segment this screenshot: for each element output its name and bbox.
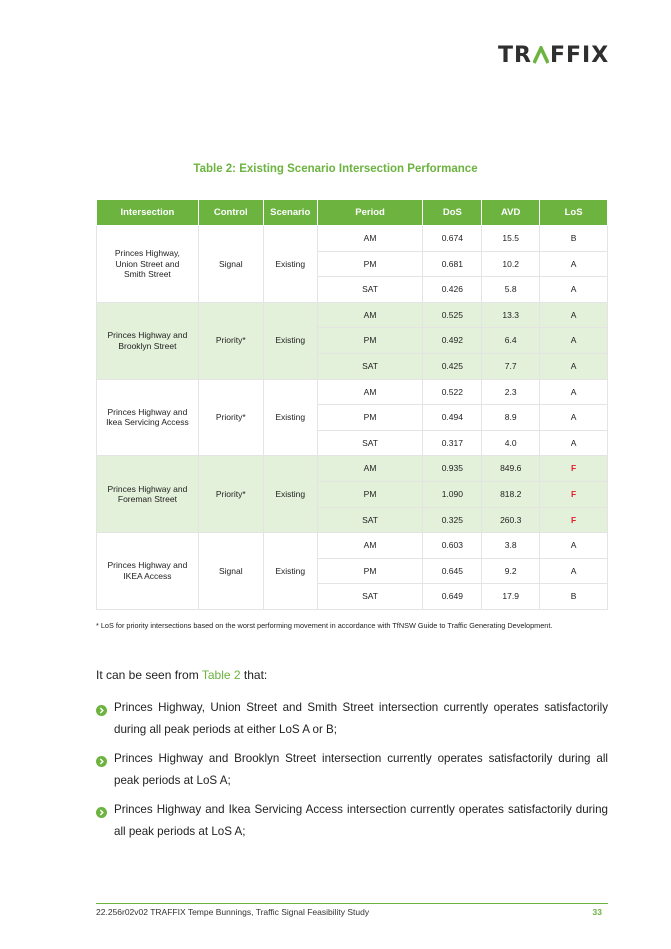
chevron-right-bullet-icon xyxy=(96,804,107,815)
los-cell: F xyxy=(540,456,608,482)
dos-cell: 0.674 xyxy=(423,226,482,252)
dos-cell: 0.425 xyxy=(423,353,482,379)
avd-cell: 6.4 xyxy=(482,328,540,354)
avd-cell: 9.2 xyxy=(482,558,540,584)
avd-cell: 7.7 xyxy=(482,353,540,379)
period-cell: AM xyxy=(317,302,423,328)
traffix-logo: TR FFIX xyxy=(498,42,610,68)
scenario-cell: Existing xyxy=(263,379,317,456)
avd-cell: 4.0 xyxy=(482,430,540,456)
intersection-cell: Princes Highway and IKEA Access xyxy=(97,533,199,610)
dos-cell: 0.649 xyxy=(423,584,482,610)
avd-cell: 260.3 xyxy=(482,507,540,533)
intersection-cell: Princes Highway and Brooklyn Street xyxy=(97,302,199,379)
los-cell: A xyxy=(540,405,608,431)
dos-cell: 0.681 xyxy=(423,251,482,277)
intersection-cell: Princes Highway, Union Street and Smith Street xyxy=(97,226,199,303)
list-item-text: Princes Highway and Brooklyn Street intersection currently operates satisfactorily during all peak periods at LoS A; xyxy=(114,752,608,787)
chevron-right-bullet-icon xyxy=(96,702,107,713)
avd-cell: 15.5 xyxy=(482,226,540,252)
intersection-performance-table xyxy=(96,199,608,610)
footer-divider xyxy=(96,903,608,904)
period-cell: AM xyxy=(317,379,423,405)
los-cell: A xyxy=(540,302,608,328)
table-row xyxy=(97,302,608,328)
avd-cell: 13.3 xyxy=(482,302,540,328)
column-header-intersection: Intersection xyxy=(97,200,199,226)
los-cell: A xyxy=(540,251,608,277)
period-cell: SAT xyxy=(317,507,423,533)
table-row xyxy=(97,533,608,559)
avd-cell: 849.6 xyxy=(482,456,540,482)
los-cell: A xyxy=(540,533,608,559)
period-cell: SAT xyxy=(317,584,423,610)
period-cell: PM xyxy=(317,481,423,507)
table-footnote: * LoS for priority intersections based on the worst performing movement in accordance with TfNSW Guide to Traffic Generating Development. xyxy=(96,621,553,630)
los-cell: A xyxy=(540,277,608,303)
dos-cell: 0.522 xyxy=(423,379,482,405)
dos-cell: 1.090 xyxy=(423,481,482,507)
intersection-cell: Princes Highway and Foreman Street xyxy=(97,456,199,533)
period-cell: SAT xyxy=(317,430,423,456)
dos-cell: 0.317 xyxy=(423,430,482,456)
period-cell: PM xyxy=(317,251,423,277)
los-cell: A xyxy=(540,430,608,456)
lead-sentence: It can be seen from Table 2 that: xyxy=(96,668,268,682)
table-body xyxy=(97,226,608,610)
los-cell: A xyxy=(540,558,608,584)
scenario-cell: Existing xyxy=(263,456,317,533)
control-cell: Signal xyxy=(198,533,263,610)
column-header-avd: AVD xyxy=(482,200,540,226)
column-header-los: LoS xyxy=(540,200,608,226)
logo-chevron-icon xyxy=(533,46,549,64)
period-cell: PM xyxy=(317,558,423,584)
avd-cell: 3.8 xyxy=(482,533,540,559)
period-cell: AM xyxy=(317,456,423,482)
list-item xyxy=(96,748,608,792)
avd-cell: 818.2 xyxy=(482,481,540,507)
table-row xyxy=(97,226,608,252)
control-cell: Priority* xyxy=(198,379,263,456)
los-cell: A xyxy=(540,353,608,379)
column-header-control: Control xyxy=(198,200,263,226)
page-number: 33 xyxy=(592,907,602,917)
los-cell: F xyxy=(540,481,608,507)
period-cell: AM xyxy=(317,533,423,559)
avd-cell: 8.9 xyxy=(482,405,540,431)
dos-cell: 0.494 xyxy=(423,405,482,431)
period-cell: SAT xyxy=(317,353,423,379)
table-row xyxy=(97,379,608,405)
control-cell: Priority* xyxy=(198,456,263,533)
column-header-period: Period xyxy=(317,200,423,226)
scenario-cell: Existing xyxy=(263,226,317,303)
findings-list xyxy=(96,697,608,850)
los-cell: F xyxy=(540,507,608,533)
column-header-dos: DoS xyxy=(423,200,482,226)
dos-cell: 0.525 xyxy=(423,302,482,328)
control-cell: Priority* xyxy=(198,302,263,379)
dos-cell: 0.492 xyxy=(423,328,482,354)
avd-cell: 5.8 xyxy=(482,277,540,303)
column-header-scenario: Scenario xyxy=(263,200,317,226)
period-cell: SAT xyxy=(317,277,423,303)
period-cell: AM xyxy=(317,226,423,252)
dos-cell: 0.645 xyxy=(423,558,482,584)
avd-cell: 2.3 xyxy=(482,379,540,405)
list-item-text: Princes Highway, Union Street and Smith Street intersection currently operates satisfactorily during all peak periods at either LoS A or B; xyxy=(114,701,608,736)
scenario-cell: Existing xyxy=(263,302,317,379)
period-cell: PM xyxy=(317,328,423,354)
dos-cell: 0.426 xyxy=(423,277,482,303)
scenario-cell: Existing xyxy=(263,533,317,610)
los-cell: B xyxy=(540,226,608,252)
table-row xyxy=(97,456,608,482)
footer-document-reference: 22.256r02v02 TRAFFIX Tempe Bunnings, Traffic Signal Feasibility Study xyxy=(96,907,370,917)
los-cell: B xyxy=(540,584,608,610)
dos-cell: 0.603 xyxy=(423,533,482,559)
dos-cell: 0.325 xyxy=(423,507,482,533)
list-item-text: Princes Highway and Ikea Servicing Access intersection currently operates satisfactorily during all peak periods at LoS A; xyxy=(114,803,608,838)
list-item xyxy=(96,799,608,843)
dos-cell: 0.935 xyxy=(423,456,482,482)
avd-cell: 10.2 xyxy=(482,251,540,277)
intersection-cell: Princes Highway and Ikea Servicing Access xyxy=(97,379,199,456)
table-header-row xyxy=(97,200,608,226)
control-cell: Signal xyxy=(198,226,263,303)
table-reference-link[interactable]: Table 2 xyxy=(201,668,241,682)
chevron-right-bullet-icon xyxy=(96,753,107,764)
period-cell: PM xyxy=(317,405,423,431)
avd-cell: 17.9 xyxy=(482,584,540,610)
list-item xyxy=(96,697,608,741)
los-cell: A xyxy=(540,379,608,405)
los-cell: A xyxy=(540,328,608,354)
table-title: Table 2: Existing Scenario Intersection Performance xyxy=(193,163,478,175)
